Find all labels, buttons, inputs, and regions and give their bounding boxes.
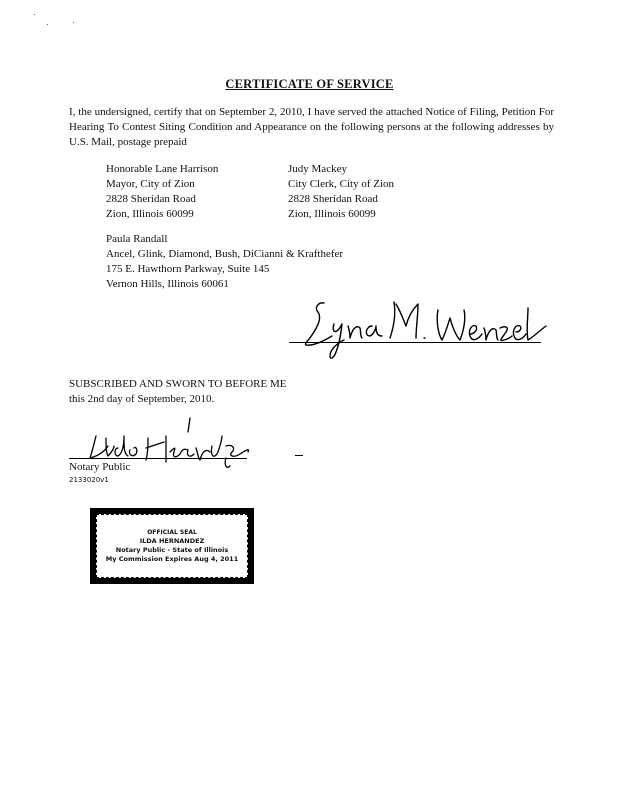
- seal-notary-name: ILDA HERNANDEZ: [139, 537, 205, 545]
- notary-public-label: Notary Public: [69, 461, 131, 473]
- seal-expiration: My Commission Expires Aug 4, 2011: [105, 555, 239, 563]
- certification-paragraph: I, the undersigned, certify that on September 2, 2010, I have served the attached Notice of Filing, Petition For Hearing To Contest Siting Condition and Appearance on the following persons at the following addresses by U.S. Mail, postage prepaid: [69, 106, 554, 148]
- address-line: Honorable Lane Harrison: [106, 163, 219, 175]
- address-line: Ancel, Glink, Diamond, Bush, DiCianni & Krafthefer: [106, 248, 344, 260]
- address-line: City Clerk, City of Zion: [288, 178, 395, 190]
- jurat-date-line: this 2nd day of September, 2010.: [69, 393, 215, 405]
- address-line: Zion, Illinois 60099: [288, 208, 376, 220]
- seal-text-area: [96, 514, 248, 578]
- official-notary-seal: [90, 508, 254, 584]
- address-line: Paula Randall: [106, 233, 168, 245]
- seal-state: Notary Public - State of Illinois: [115, 546, 229, 554]
- jurat-line: SUBSCRIBED AND SWORN TO BEFORE ME: [69, 378, 287, 390]
- address-line: 2828 Sheridan Road: [106, 193, 196, 205]
- seal-heading: OFFICIAL SEAL: [147, 529, 197, 536]
- address-line: 2828 Sheridan Road: [288, 193, 378, 205]
- document-number: 2133020v1: [69, 476, 109, 484]
- address-line: Judy Mackey: [288, 163, 347, 175]
- address-line: Vernon Hills, Illinois 60061: [106, 278, 229, 290]
- address-line: Mayor, City of Zion: [106, 178, 195, 190]
- notary-signature-line: [69, 458, 247, 459]
- address-line: 175 E. Hawthorn Parkway, Suite 145: [106, 263, 270, 275]
- stray-mark: [295, 455, 303, 456]
- document-title: CERTIFICATE OF SERVICE: [225, 77, 394, 91]
- address-line: Zion, Illinois 60099: [106, 208, 194, 220]
